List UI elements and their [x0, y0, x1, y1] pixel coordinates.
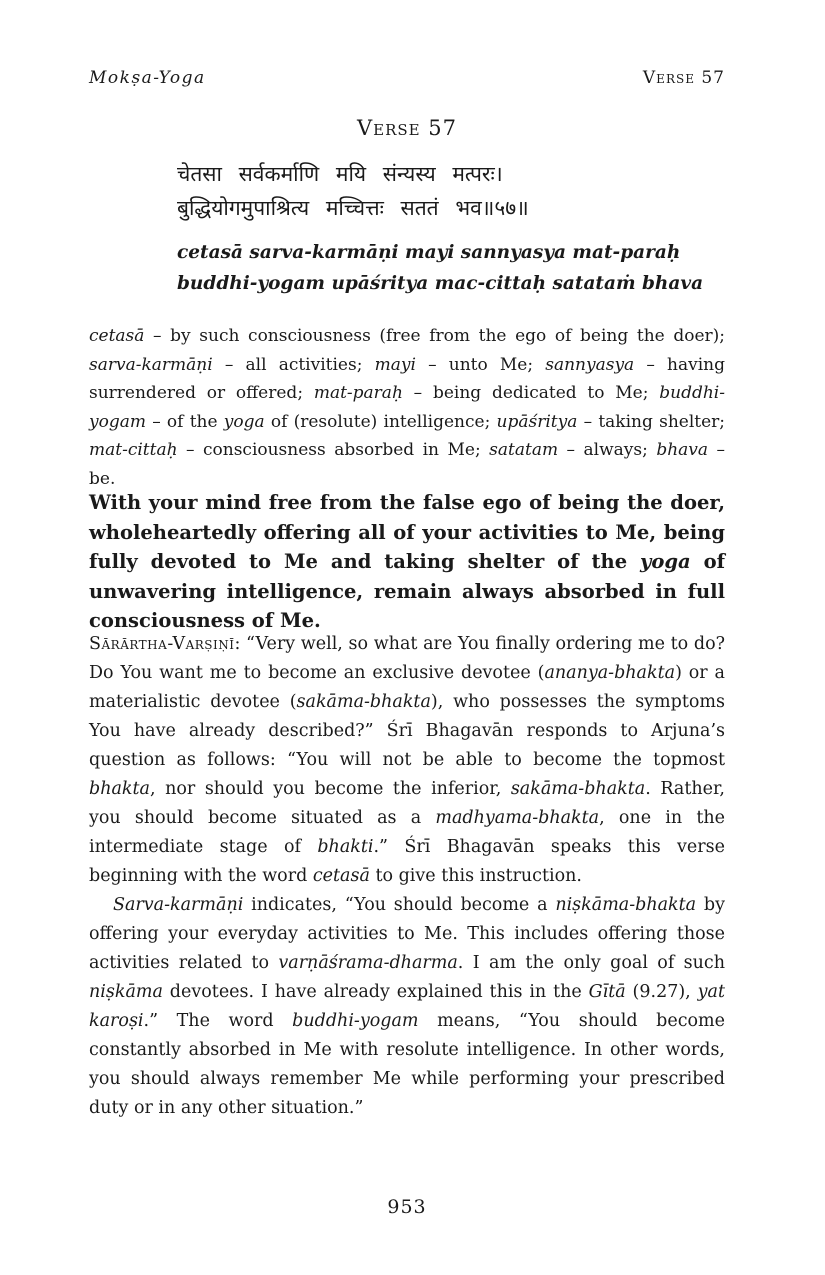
commentary-text: .” Śrī Bhagavān speaks this verse beginning with the word	[89, 837, 725, 886]
sanskrit-line-2: बुद्धियोगमुपाश्रित्य मच्चित्तः सततं भव॥५७॥	[177, 196, 529, 220]
verse-heading: Verse 57	[356, 116, 458, 140]
synonym-meaning: – by such consciousness (free from the ego of being the doer);	[144, 326, 725, 346]
commentary-text: devotees. I have already explained this in the	[162, 982, 589, 1002]
chapter-title: Mokṣa-Yoga	[89, 68, 206, 88]
commentary-paragraph-1	[89, 630, 725, 891]
synonym-term: mayi	[374, 354, 416, 375]
synonym-meaning: – always;	[558, 440, 657, 460]
commentary-italic-term: varṇāśrama-dharma	[278, 953, 458, 973]
synonym-meaning: – unto Me;	[415, 354, 546, 375]
transliteration-line-1: cetasā sarva-karmāṇi mayi sannyasya mat-paraḥ	[177, 242, 681, 263]
commentary-text: ), who possesses the symptoms You have already described?” Śrī Bhagavān responds to Arjuna’s question as follows: “You will not be able to become the topmost	[89, 692, 725, 770]
synonym-meaning: – being dedicated to Me;	[402, 383, 660, 403]
synonym-meaning: – of the	[145, 411, 224, 432]
transliteration-line-2: buddhi-yogam upāśritya mac-cittaḥ satataṁ bhava	[177, 273, 704, 294]
commentary-text: to give this instruction.	[369, 866, 582, 886]
commentary-italic-term: cetasā	[312, 866, 370, 886]
book-page	[89, 0, 725, 1275]
commentary-text: . I am the only goal of such	[457, 953, 726, 973]
synonym-term: sarva-karmāṇi	[89, 354, 213, 375]
commentary-italic-term: yat karoṣi	[89, 982, 725, 1031]
commentary-text: means, “You should become constantly absorbed in Me with resolute intelligence. In other words, you should always remember Me while performing your prescribed duty or in any other situation.”	[89, 1011, 725, 1118]
verse-translation	[89, 488, 725, 636]
commentary-text: , one in the intermediate stage of	[89, 808, 725, 857]
commentary-italic-term: sakāma-bhakta	[510, 779, 646, 799]
commentary-paragraph-2	[89, 891, 725, 1123]
synonym-term: sannyasya	[545, 354, 635, 375]
synonym-term: satatam	[489, 440, 559, 460]
verse-label: Verse 57	[642, 68, 725, 88]
page-number: 953	[387, 1196, 427, 1218]
sanskrit-verse	[177, 157, 637, 225]
commentary	[89, 630, 725, 1123]
word-for-word-synonyms	[89, 322, 725, 493]
synonym-meaning: – be.	[89, 440, 726, 489]
commentary-text: . Rather, you should become situated as a	[89, 779, 725, 828]
translation-italic-term: yoga	[640, 550, 691, 573]
synonym-term: yoga	[223, 411, 265, 432]
synonym-meaning: – consciousness absorbed in Me;	[177, 440, 490, 460]
commentary-italic-term: niṣkāma	[89, 982, 163, 1002]
commentary-italic-term: ananya-bhakta	[544, 663, 676, 683]
commentary-italic-term: bhakti	[317, 837, 374, 857]
synonym-term: buddhi-yogam	[89, 383, 725, 432]
synonym-meaning: – all activities;	[212, 354, 375, 375]
commentary-italic-term: sakāma-bhakta	[296, 692, 431, 712]
commentary-text: indicates, “You should become a	[243, 895, 556, 915]
commentary-text: : “Very well, so what are You finally ordering me to do? Do You want me to become an exclusive devotee (	[89, 634, 725, 683]
commentary-text: by offering your everyday activities to Me. This includes offering those activities related to	[89, 895, 726, 973]
sanskrit-line-1: चेतसा सर्वकर्माणि मयि संन्यस्य मत्परः।	[177, 162, 503, 186]
synonym-meaning: – taking shelter;	[577, 411, 726, 432]
synonym-term: bhava	[656, 440, 709, 460]
synonym-meaning: – having surrendered or offered;	[89, 354, 725, 403]
commentary-italic-term: bhakta	[89, 779, 150, 799]
commentary-italic-term: buddhi-yogam	[292, 1011, 419, 1031]
translation-text: With your mind free from the false ego of being the doer, wholeheartedly offering all of your activities to Me, being fully devoted to Me and taking shelter of the	[89, 491, 725, 573]
commentary-label: Sārārtha-Varṣiṇī	[89, 634, 235, 654]
transliteration	[177, 237, 704, 299]
commentary-text: (9.27),	[625, 982, 698, 1002]
commentary-text: .” The word	[143, 1011, 293, 1031]
synonym-term: upāśritya	[496, 411, 578, 432]
commentary-italic-term: niṣkāma-bhakta	[555, 895, 697, 915]
commentary-text: ) or a materialistic devotee (	[89, 663, 725, 712]
translation-text: of unwavering intelligence, remain always absorbed in full consciousness of Me.	[89, 550, 725, 632]
synonym-meaning: of (resolute) intelligence;	[264, 411, 497, 432]
commentary-text: , nor should you become the inferior,	[149, 779, 511, 799]
synonym-term: mat-paraḥ	[313, 383, 403, 403]
synonym-term: mat-cittaḥ	[89, 440, 178, 460]
synonym-term: cetasā	[89, 326, 145, 346]
commentary-italic-term: Sarva-karmāṇi	[113, 895, 244, 915]
commentary-italic-term: madhyama-bhakta	[435, 808, 600, 828]
running-head	[89, 68, 725, 92]
commentary-italic-term: Gītā	[588, 982, 626, 1002]
